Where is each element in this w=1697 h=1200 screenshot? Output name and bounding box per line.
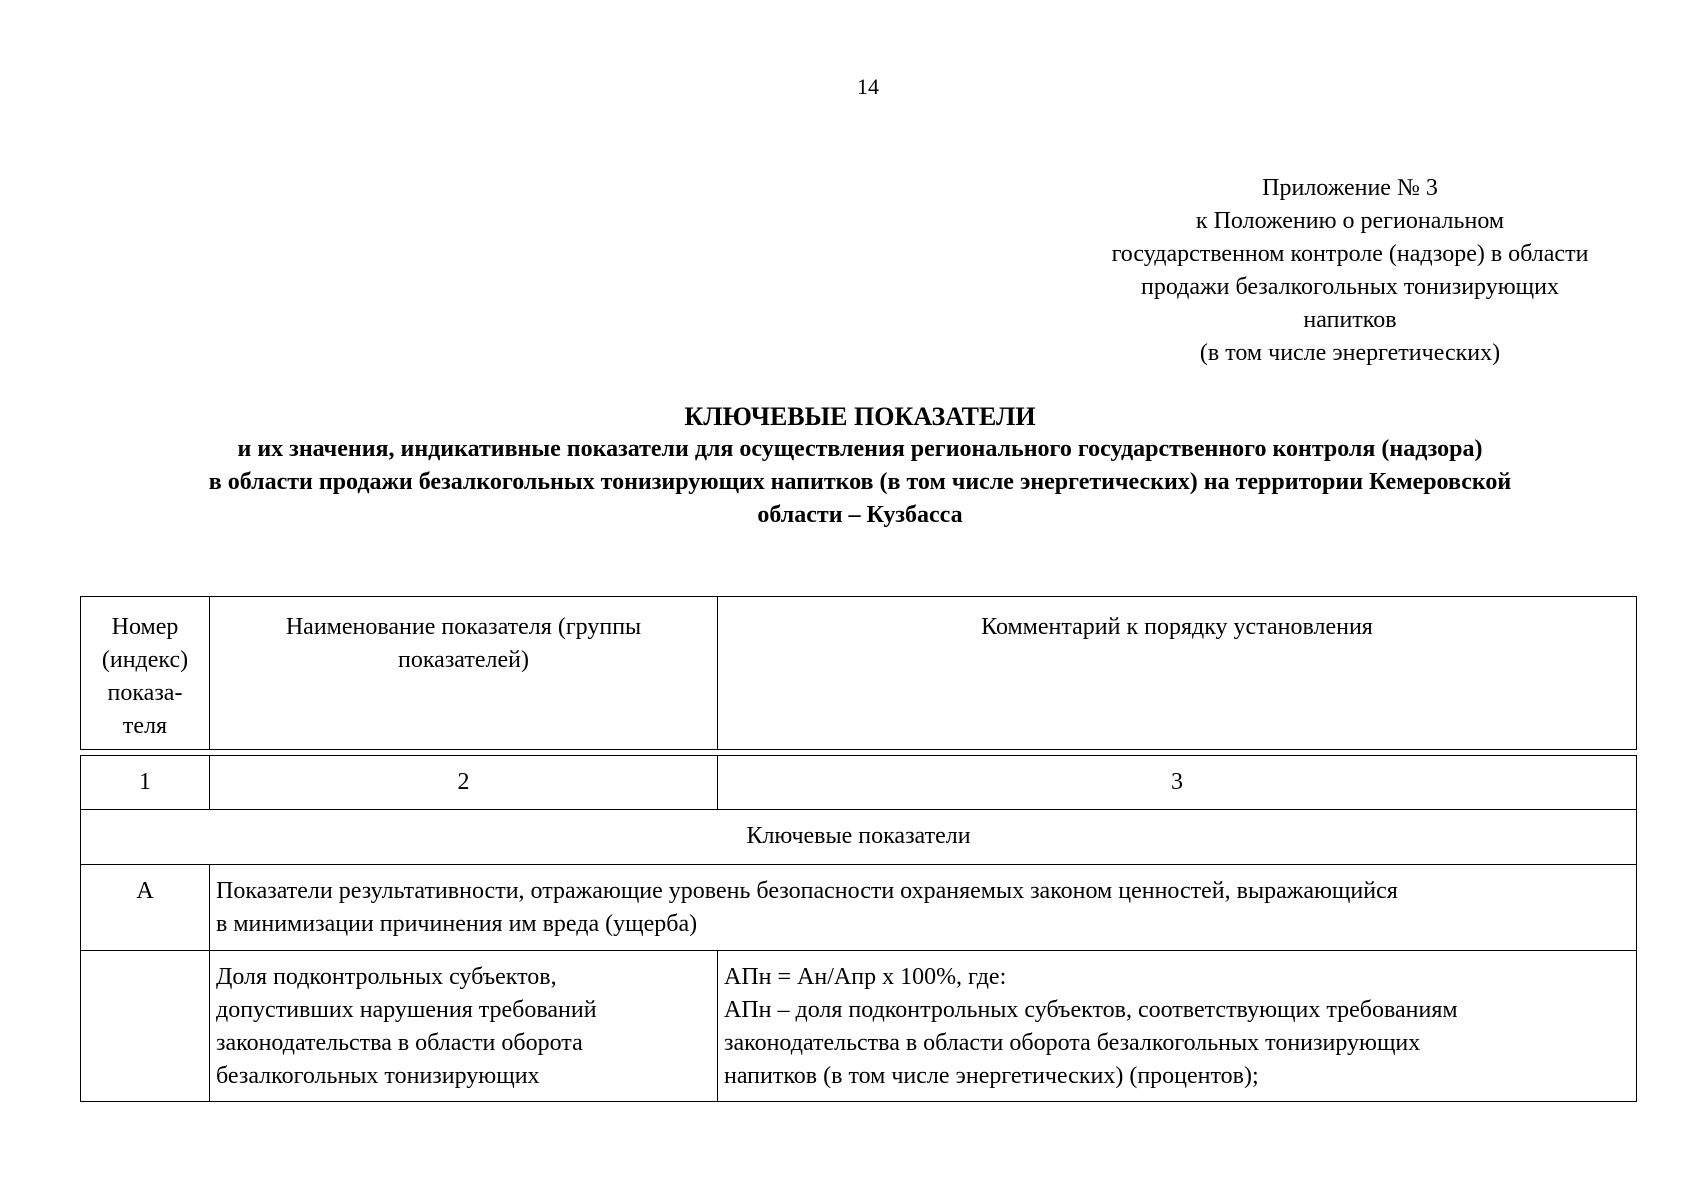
appendix-line: государственном контроле (надзоре) в области [1111, 241, 1589, 267]
appendix-reference [1060, 172, 1640, 370]
appendix-line: Приложение № 3 [1262, 175, 1438, 201]
header-name: Наименование показателя (группы показателей) [210, 597, 718, 750]
column-number-row [81, 756, 1637, 810]
title-subline: и их значения, индикативные показатели для осуществления регионального государственного контроля (надзора) [237, 436, 1483, 462]
column-number: 1 [81, 756, 210, 810]
group-text: Показатели результативности, отражающие уровень безопасности охраняемых законом ценностей, выражающийся в минимизации причинения им вреда (ущерба) [210, 865, 1637, 951]
header-row [81, 597, 1637, 750]
column-number: 2 [210, 756, 718, 810]
appendix-line: к Положению о региональном [1195, 208, 1505, 234]
header-comment: Комментарий к порядку установления [718, 597, 1637, 750]
table-header [80, 596, 1637, 750]
document-title [80, 400, 1640, 532]
page-number: 14 [857, 74, 879, 99]
title-main: КЛЮЧЕВЫЕ ПОКАЗАТЕЛИ [684, 402, 1036, 431]
title-subline: в области продажи безалкогольных тонизирующих напитков (в том числе энергетических) на территории Кемеровской [208, 469, 1512, 495]
group-row [81, 865, 1637, 951]
appendix-line: напитков [1303, 307, 1397, 333]
indicator-index [81, 951, 210, 1102]
header-index: Номер (индекс) показа- теля [81, 597, 210, 750]
appendix-line: (в том числе энергетических) [1199, 340, 1501, 366]
section-title: Ключевые показатели [81, 810, 1637, 865]
title-subline: области – Кузбасса [757, 502, 963, 528]
section-row [81, 810, 1637, 865]
column-number: 3 [718, 756, 1637, 810]
indicator-comment: АПн = Ан/Апр х 100%, где: АПн – доля подконтрольных субъектов, соответствующих требованиям законодательства в области оборота безалкогольных тонизирующих напитков (в том числе энергетических) (процентов); [718, 951, 1637, 1102]
indicator-name: Доля подконтрольных субъектов, допустивших нарушения требований законодательства в области оборота безалкогольных тонизирующих [210, 951, 718, 1102]
appendix-line: продажи безалкогольных тонизирующих [1141, 274, 1559, 300]
group-index: А [81, 865, 210, 951]
indicator-row [81, 951, 1637, 1102]
table-body [80, 755, 1637, 1102]
